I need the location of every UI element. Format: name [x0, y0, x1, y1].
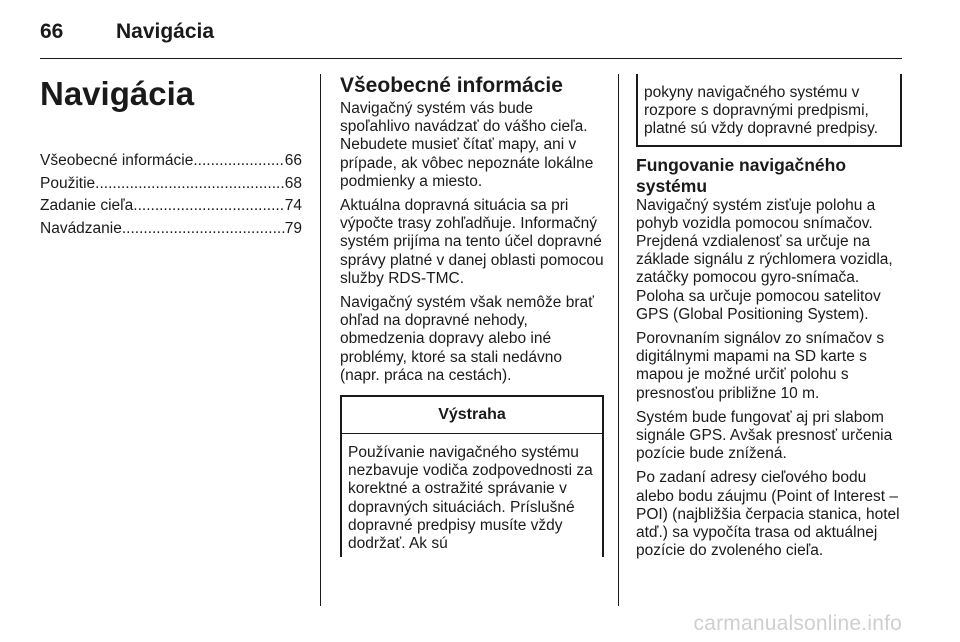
- toc-entry[interactable]: [40, 173, 302, 196]
- column-divider: [320, 74, 321, 606]
- toc-entry-label: Zadanie cieľa: [40, 197, 134, 214]
- paragraph: Po zadaní adresy cieľového bodu alebo bodu záujmu (Point of Interest – POI) (najbližšia čerpacia stanica, hotel atď.) sa vypočíta trasa od aktuálnej pozície do zvoleného cieľa.: [636, 469, 900, 560]
- toc-entry-page: 74: [284, 197, 302, 214]
- toc-leader-dots: [122, 218, 285, 241]
- toc-entry-label: Navádzanie: [40, 219, 122, 237]
- toc-entry-label: Všeobecné informácie: [40, 152, 194, 169]
- warning-text: Používanie navigačného systému nezbavuje vodiča zodpovednosti za korektné a ostražité správanie v dopravných situáciách. Príslušné dopravné predpisy musíte vždy dodržať. Ak sú: [348, 444, 593, 553]
- toc-entry[interactable]: [40, 218, 302, 241]
- toc-leader-dots: [193, 150, 284, 173]
- paragraph: Navigačný systém zisťuje polohu a pohyb vozidla pomocou snímačov. Prejdená vzdialenosť sa určuje na základe signálu z rýchlomera vozidla, zatáčky pomocou gyro-snímača. Poloha sa určuje pomocou satelitov GPS (Global Positioning System).: [636, 196, 893, 323]
- running-title: Navigácia: [116, 20, 215, 43]
- paragraph: Systém bude fungovať aj pri slabom signále GPS. Avšak presnosť určenia pozície bude znížená.: [636, 408, 893, 463]
- toc-entry[interactable]: [40, 195, 302, 218]
- warning-box: [340, 395, 604, 557]
- paragraph: Navigačný systém vás bude spoľahlivo navádzať do vášho cieľa. Nebudete musieť čítať mapy, ani v prípade, ak vôbec nepoznáte lokálne podmienky a miesto.: [340, 100, 594, 190]
- column-divider: [618, 74, 619, 606]
- page-number: 66: [40, 20, 64, 43]
- paragraph: Porovnaním signálov zo snímačov s digitálnymi mapami na SD karte s mapou je možné určiť polohu s presnosťou približne 10 m.: [636, 330, 885, 402]
- toc-entry-label: Použitie: [40, 174, 96, 192]
- warning-continuation-text: pokyny navigačného systému v rozpore s dopravnými predpismi, platné sú vždy dopravné predpisy.: [644, 84, 879, 138]
- toc-entry[interactable]: [40, 150, 302, 173]
- column-left: [40, 74, 302, 240]
- toc-leader-dots: [133, 195, 284, 218]
- toc-leader-dots: [95, 173, 285, 196]
- paragraph: Aktuálna dopravná situácia sa pri výpočte trasy zohľadňuje. Informačný systém prijíma na tento účel dopravné správy platné v danej oblasti pomocou služby RDS-TMC.: [340, 197, 604, 287]
- page-header: [40, 18, 902, 59]
- chapter-title: Navigácia: [40, 75, 195, 112]
- warning-title: Výstraha: [342, 397, 602, 434]
- column-right: [636, 74, 902, 566]
- paragraph: Navigačný systém však nemôže brať ohľad na dopravné nehody, obmedzenia dopravy alebo iné problémy, ktoré sa stali nedávno (napr. práca na cestách).: [340, 294, 594, 384]
- toc-entry-page: 68: [284, 174, 302, 192]
- section-title: Všeobecné informácie: [340, 74, 563, 97]
- toc-entry-page: 66: [284, 152, 302, 169]
- toc-entry-page: 79: [284, 219, 302, 237]
- warning-body: [342, 434, 602, 557]
- column-middle: [340, 74, 604, 557]
- warning-box-continuation: [636, 74, 902, 147]
- watermark: carmanualsonline.info: [693, 612, 902, 635]
- subsection-title: Fungovanie navigačného systému: [636, 154, 847, 196]
- table-of-contents: [40, 150, 302, 240]
